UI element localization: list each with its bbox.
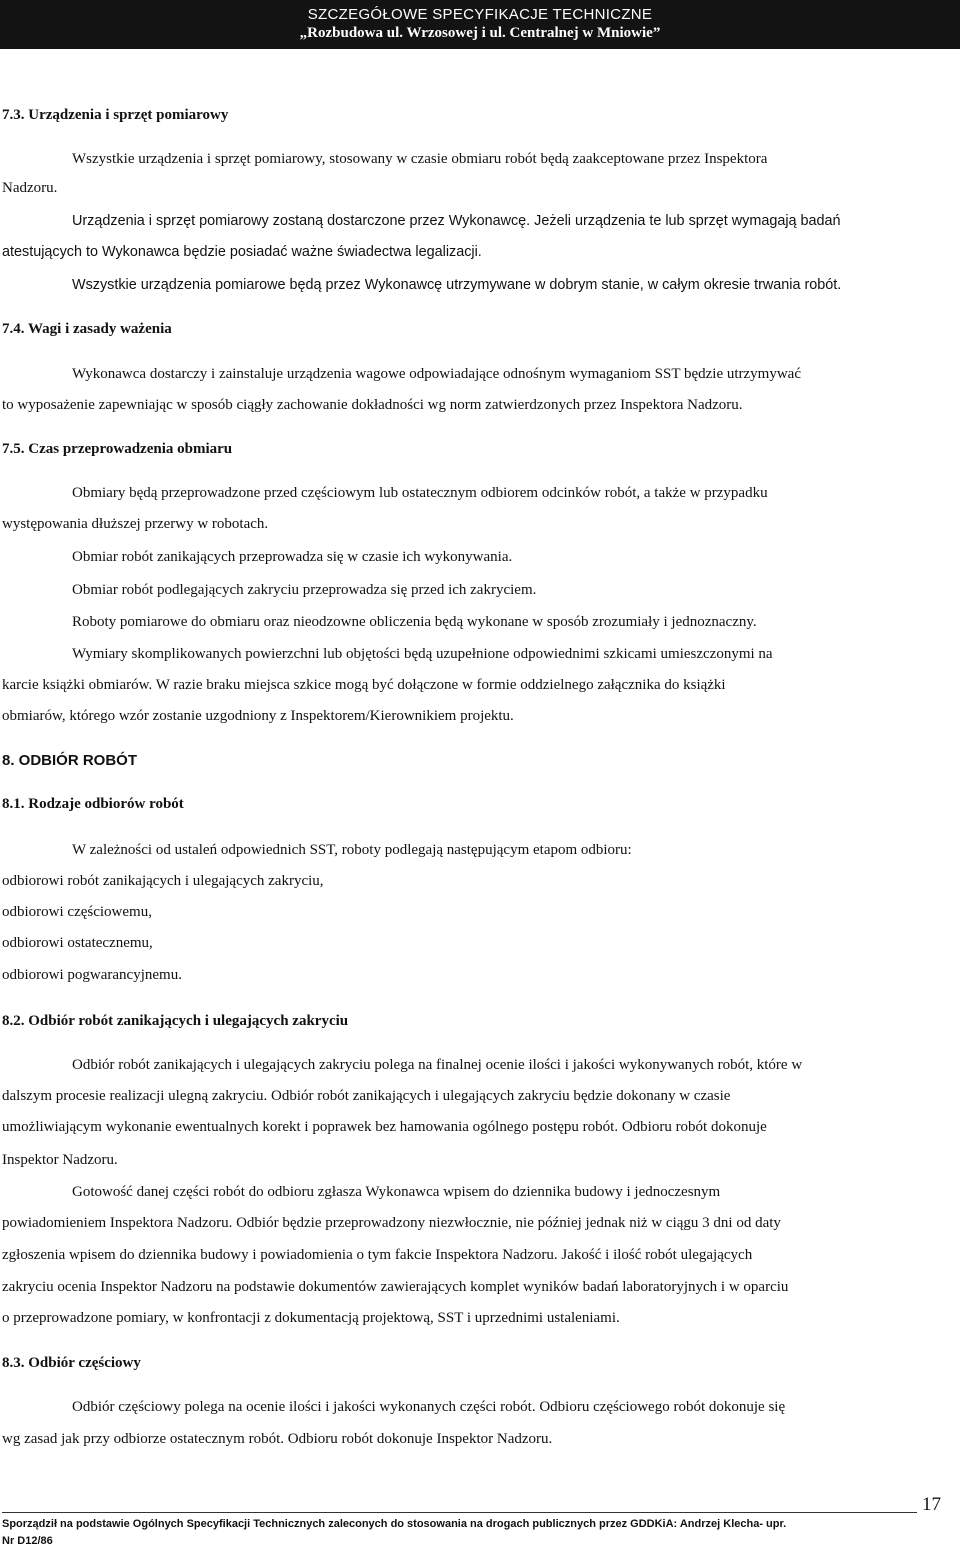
s73-p2-line2: atestujących to Wykonawca będzie posiadać ważne świadectwa legalizacji. [2,244,482,260]
s75-p4: Roboty pomiarowe do obmiaru oraz nieodzowne obliczenia będą wykonane w sposób zrozumiały i jednoznaczny. [72,614,757,630]
heading-7-4: 7.4. Wagi i zasady ważenia [2,321,172,337]
s83-p1-line: Odbiór częściowy polega na ocenie ilości i jakości wykonanych części robót. Odbioru częściowego robót dokonuje się [72,1399,786,1415]
heading-7-5: 7.5. Czas przeprowadzenia obmiaru [2,441,233,457]
list-item: odbiorowi ostatecznemu, [2,935,153,951]
s73-p1-line2: Nadzoru. [2,180,58,196]
footer-line1: Sporządził na podstawie Ogólnych Specyfikacji Technicznych zaleconych do stosowania na drogach publicznych przez GDDKiA: Andrzej Klecha- upr. [2,1518,787,1530]
list-item: odbiorowi robót zanikających i ulegających zakryciu, [2,873,324,889]
footer-credit [2,1516,786,1550]
s82-p2-line: zakryciu ocenia Inspektor Nadzoru na podstawie dokumentów zawierających komplet wyników badań laboratoryjnych i w oparciu [2,1279,789,1295]
heading-8-1: 8.1. Rodzaje odbiorów robót [2,796,184,812]
page-number: 17 [922,1494,941,1515]
s75-p5-line2: karcie książki obmiarów. W razie braku miejsca szkice mogą być dołączone w formie oddzielnego załącznika do książki [2,677,726,693]
footer-line2: Nr D12/86 [2,1535,53,1547]
heading-8-3: 8.3. Odbiór częściowy [2,1355,141,1371]
s74-p1-line1: Wykonawca dostarczy i zainstaluje urządzenia wagowe odpowiadające odnośnym wymaganiom SST będzie utrzymywać [72,366,801,382]
s82-p2-line: Gotowość danej części robót do odbioru zgłasza Wykonawca wpisem do dziennika budowy i jednoczesnym [72,1184,721,1200]
s82-p1-line: umożliwiającym wykonanie ewentualnych korekt i poprawek bez hamowania ogólnego postępu robót. Odbioru robót dokonuje [2,1119,767,1135]
s82-p2-line: zgłoszenia wpisem do dziennika budowy i powiadomienia o tym fakcie Inspektora Nadzoru. Jakość i ilość robót ulegających [2,1247,753,1263]
s75-p5-line3: obmiarów, którego wzór zostanie uzgodniony z Inspektorem/Kierownikiem projektu. [2,708,514,724]
s82-p1-line: Odbiór robót zanikających i ulegających zakryciu polega na finalnej ocenie ilości i jakości wykonywanych robót, które w [72,1057,803,1073]
s82-p1-line: dalszym procesie realizacji ulegną zakryciu. Odbiór robót zanikających i ulegających zakryciu będzie dokonany w czasie [2,1088,731,1104]
s75-p1-line2: występowania dłuższej przerwy w robotach. [2,516,269,532]
s81-intro: W zależności od ustaleń odpowiednich SST, roboty podlegają następującym etapom odbioru: [72,842,632,858]
s75-p5-line1: Wymiary skomplikowanych powierzchni lub objętości będą uzupełnione odpowiednimi szkicami umieszczonymi na [72,646,773,662]
heading-7-3: 7.3. Urządzenia i sprzęt pomiarowy [2,107,229,123]
s75-p1-line1: Obmiary będą przeprowadzone przed częściowym lub ostatecznym odbiorem odcinków robót, a także w przypadku [72,485,768,501]
s73-p3: Wszystkie urządzenia pomiarowe będą przez Wykonawcę utrzymywane w dobrym stanie, w całym okresie trwania robót. [72,277,842,293]
s73-p2-line1: Urządzenia i sprzęt pomiarowy zostaną dostarczone przez Wykonawcę. Jeżeli urządzenia te lub sprzęt wymagają badań [72,213,841,229]
header-title: SZCZEGÓŁOWE SPECYFIKACJE TECHNICZNE [307,6,653,23]
s82-p2-line: o przeprowadzone pomiary, w konfrontacji z dokumentacją projektową, SST i uprzednimi ustaleniami. [2,1310,620,1326]
list-item: odbiorowi pogwarancyjnemu. [2,967,182,983]
header-subtitle: „Rozbudowa ul. Wrzosowej i ul. Centralnej w Mniowie” [299,25,661,41]
s82-p2-line: powiadomieniem Inspektora Nadzoru. Odbiór będzie przeprowadzony niezwłocznie, nie później jednak niż w ciągu 3 dni od daty [2,1215,781,1231]
s83-p1-line: wg zasad jak przy odbiorze ostatecznym robót. Odbioru robót dokonuje Inspektor Nadzoru. [2,1431,553,1447]
s74-p1-line2: to wyposażenie zapewniając w sposób ciągły zachowanie dokładności wg norm zatwierdzonych przez Inspektora Nadzoru. [2,397,743,413]
heading-8: 8. ODBIÓR ROBÓT [2,752,138,769]
s75-p3: Obmiar robót podlegających zakryciu przeprowadza się przed ich zakryciem. [72,582,537,598]
s75-p2: Obmiar robót zanikających przeprowadza się w czasie ich wykonywania. [72,549,513,565]
heading-8-2: 8.2. Odbiór robót zanikających i ulegających zakryciu [2,1013,349,1029]
page-header [0,0,960,49]
footer-divider [2,1512,917,1513]
s73-p1-line1: Wszystkie urządzenia i sprzęt pomiarowy, stosowany w czasie obmiaru robót będą zaakceptowane przez Inspektora [72,151,768,167]
list-item: odbiorowi częściowemu, [2,904,152,920]
s82-p1-line: Inspektor Nadzoru. [2,1152,118,1168]
